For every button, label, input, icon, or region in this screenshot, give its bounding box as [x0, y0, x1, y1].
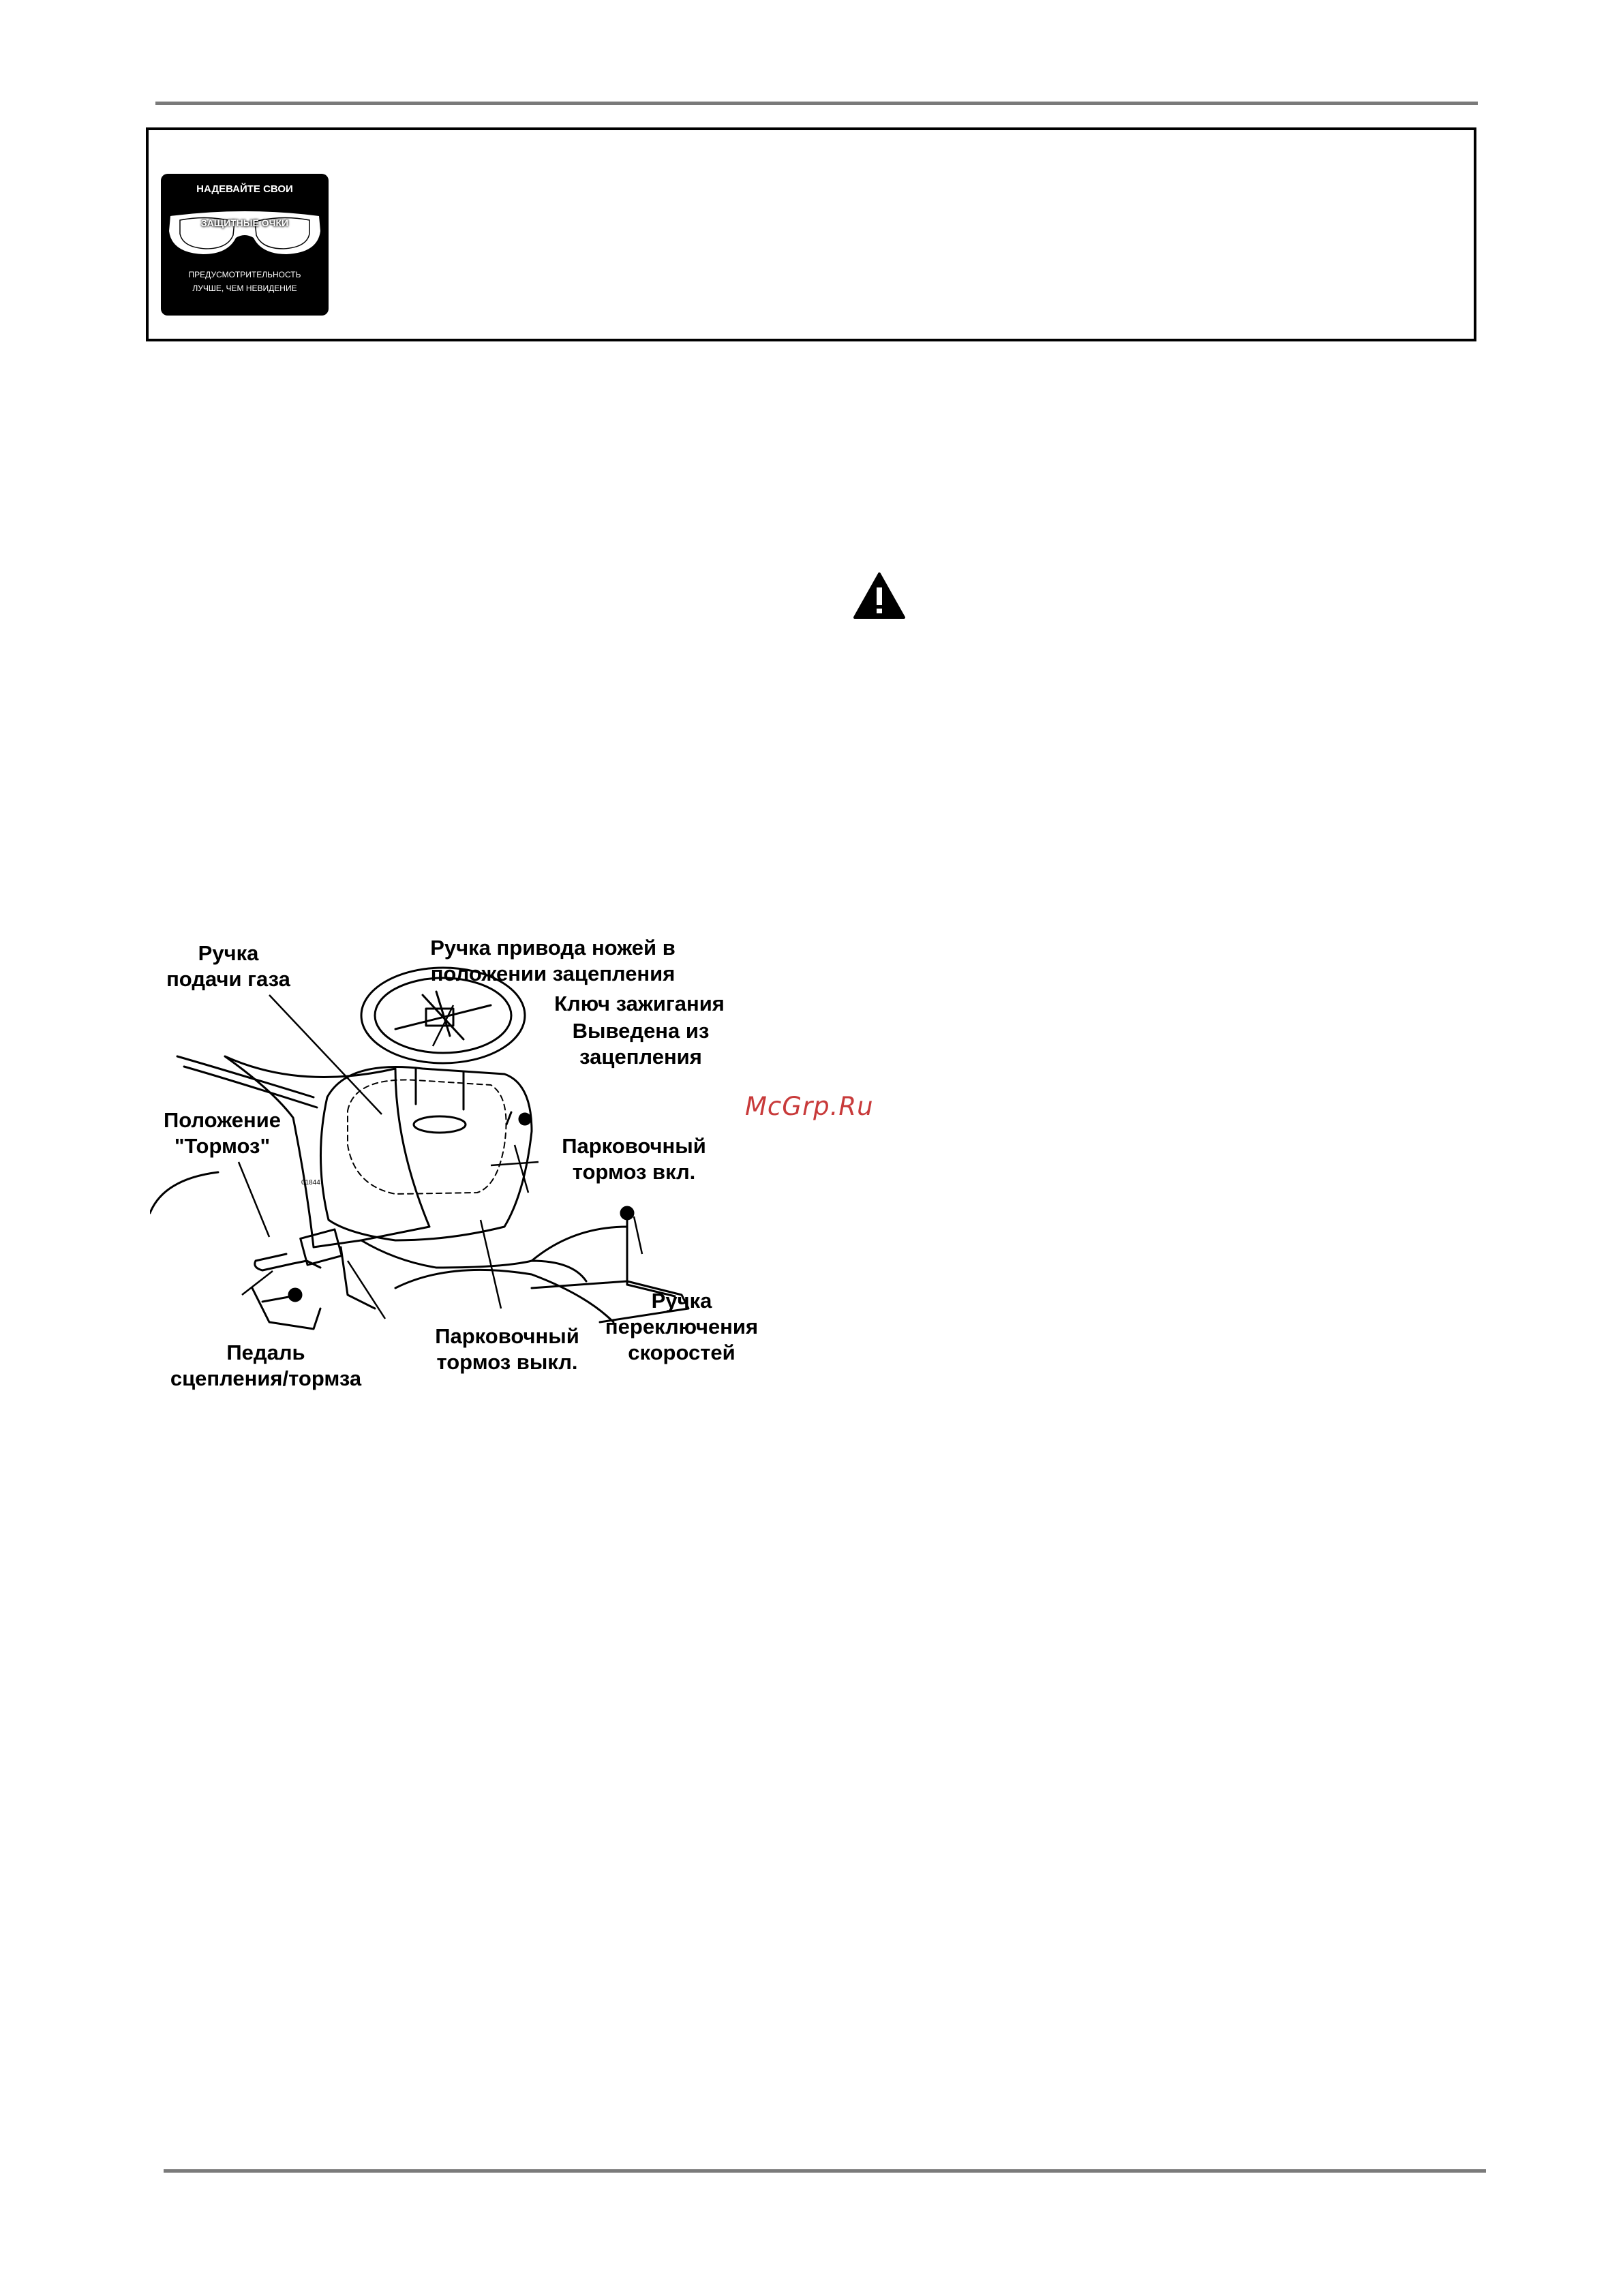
- callout-blade-handle: Ручка привода ножей в положении зацепления: [430, 936, 676, 985]
- safety-goggles-label: [161, 174, 329, 316]
- callout-gear-handle: Ручка переключения скоростей: [605, 1289, 759, 1364]
- goggles-label-bottom-line2: ЛУЧШЕ, ЧЕМ НЕВИДЕНИЕ: [192, 284, 297, 293]
- figure-part-number: 01844: [301, 1179, 320, 1187]
- callout-brake-position: Положение "Тормоз": [163, 1108, 282, 1158]
- callout-clutch-pedal: Педаль сцепления/тормза: [170, 1341, 362, 1390]
- top-rule: [155, 102, 1478, 105]
- goggles-label-bottom-line1: ПРЕДУСМОТРИТЕЛЬНОСТЬ: [188, 270, 301, 279]
- goggles-label-top: НАДЕВАЙТЕ СВОИ: [196, 183, 293, 195]
- bottom-rule: [164, 2169, 1486, 2173]
- callout-disengaged: Выведена из зацепления: [572, 1019, 710, 1069]
- callout-parking-brake-on: Парковочный тормоз вкл.: [562, 1134, 706, 1184]
- safety-notice-box: [146, 127, 1476, 341]
- callout-parking-brake-off: Парковочный тормоз выкл.: [435, 1324, 579, 1374]
- safety-goggles-icon: [166, 204, 323, 258]
- warning-triangle-icon: [852, 571, 907, 620]
- callout-ignition-key: Ключ зажигания: [554, 992, 725, 1015]
- goggles-label-middle: ЗАЩИТНЫЕ ОЧКИ: [200, 217, 289, 228]
- watermark: McGrp.Ru: [745, 1092, 874, 1121]
- goggles-label-bottom: [161, 268, 329, 295]
- tractor-controls-diagram: [150, 936, 763, 1404]
- callout-throttle-handle: Ручка подачи газа: [166, 941, 290, 991]
